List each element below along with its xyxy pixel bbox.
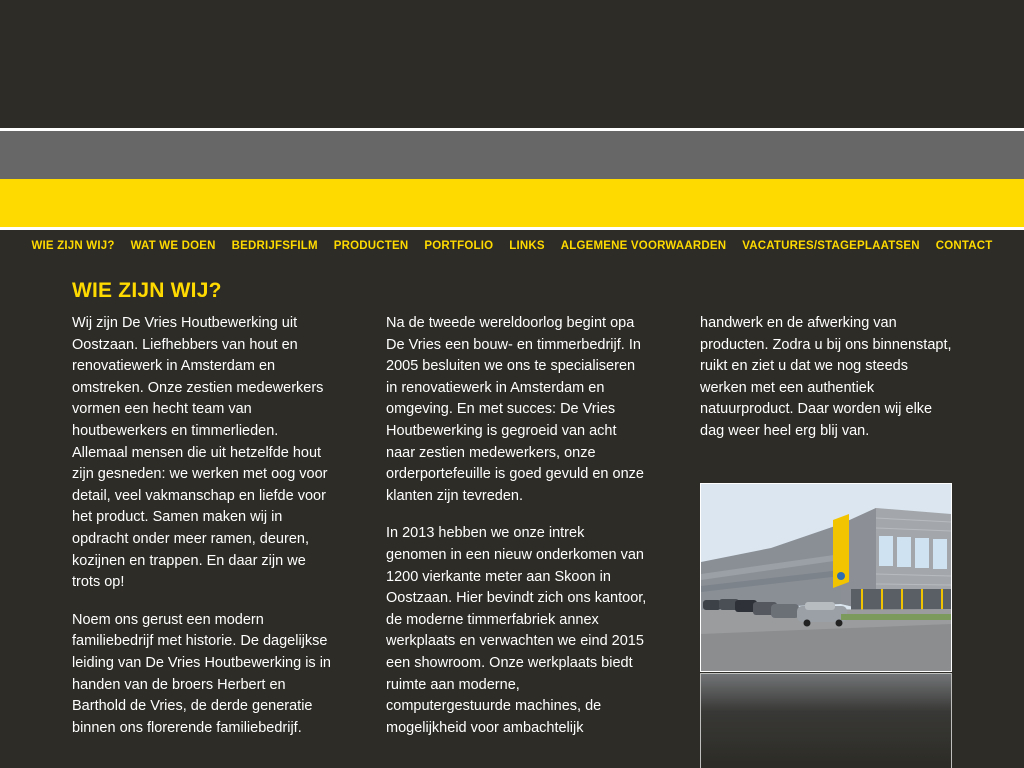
building-photo-illustration bbox=[701, 484, 951, 671]
main-navigation bbox=[0, 230, 1024, 262]
building-photo bbox=[700, 483, 952, 672]
second-photo bbox=[700, 673, 952, 768]
header-top bbox=[0, 0, 1024, 128]
nav-item-vacatures[interactable]: VACATURES/STAGEPLAATSEN bbox=[742, 240, 920, 252]
nav-item-algemene-voorwaarden[interactable]: ALGEMENE VOORWAARDEN bbox=[560, 240, 727, 252]
nav-item-links[interactable]: LINKS bbox=[509, 240, 545, 252]
nav-item-portfolio[interactable]: PORTFOLIO bbox=[424, 240, 494, 252]
content-column-2 bbox=[386, 313, 648, 755]
content-column-3 bbox=[700, 313, 952, 459]
nav-item-wat-we-doen[interactable]: WAT WE DOEN bbox=[130, 240, 216, 252]
header-yellow-band bbox=[0, 179, 1024, 227]
paragraph: handwerk en de afwerking van producten. Zodra u bij ons binnenstapt, ruikt en ziet u dat we nog steeds werken met een authentiek natuurproduct. Daar worden wij elke dag weer heel erg blij van. bbox=[700, 315, 952, 439]
nav-item-producten[interactable]: PRODUCTEN bbox=[333, 240, 409, 252]
page-title: WIE ZIJN WIJ? bbox=[72, 279, 222, 302]
paragraph: In 2013 hebben we onze intrek genomen in een nieuw onderkomen van 1200 vierkante meter aan Skoon in Oostzaan. Hier bevindt zich ons kantoor, de moderne timmerfabriek annex werkplaats en verwachten we eind 2015 een showroom. Onze werkplaats biedt ruimte aan moderne, computergestuurde machines, de mogelijkheid voor ambachtelijk bbox=[386, 525, 647, 736]
content-column-1 bbox=[72, 313, 334, 755]
nav-item-wie-zijn-wij[interactable]: WIE ZIJN WIJ? bbox=[31, 240, 115, 252]
paragraph: Na de tweede wereldoorlog begint opa De Vries een bouw- en timmerbedrijf. In 2005 besluiten we ons te specialiseren in renovatiewerk in Amsterdam en omgeving. En met succes: De Vries Houtbewerking is gegroeid van acht naar zestien medewerkers, onze orderportefeuille is goed gevuld en onze klanten zijn tevreden. bbox=[386, 315, 644, 504]
nav-item-bedrijfsfilm[interactable]: BEDRIJFSFILM bbox=[231, 240, 318, 252]
header-grey-band bbox=[0, 131, 1024, 179]
paragraph: Noem ons gerust een modern familiebedrijf met historie. De dagelijkse leiding van De Vries Houtbewerking is in handen van de broers Herbert en Barthold de Vries, de derde generatie binnen ons florerende familiebedrijf. bbox=[72, 611, 331, 736]
paragraph: Wij zijn De Vries Houtbewerking uit Oostzaan. Liefhebbers van hout en renovatiewerk in Amsterdam en omstreken. Onze zestien medewerkers vormen een hecht team van houtbewerkers en timmerlieden. Allemaal mensen die uit hetzelfde hout zijn gesneden: we werken met oog voor detail, veel vakmanschap en liefde voor het product. Samen maken wij in opdracht onder meer ramen, deuren, kozijnen en trappen. En daar zijn we trots op! bbox=[72, 315, 328, 591]
nav-item-contact[interactable]: CONTACT bbox=[935, 240, 993, 252]
